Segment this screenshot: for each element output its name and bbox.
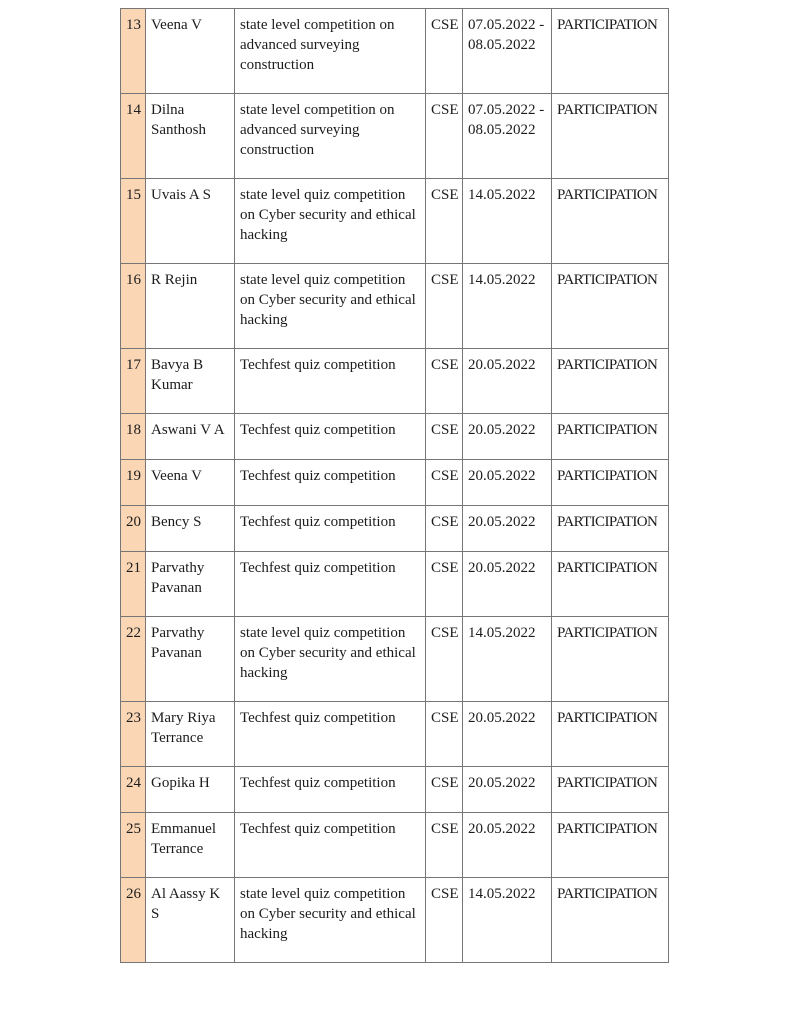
table-row — [121, 878, 669, 963]
row-number-cell: 13 — [121, 9, 146, 94]
table-row — [121, 179, 669, 264]
department-cell: CSE — [426, 349, 463, 414]
department-cell: CSE — [426, 9, 463, 94]
award-cell: PARTICIPATION — [552, 179, 669, 264]
award-cell: PARTICIPATION — [552, 552, 669, 617]
event-cell: state level competition on advanced surveying construction — [235, 9, 426, 94]
event-cell: state level quiz competition on Cyber security and ethical hacking — [235, 264, 426, 349]
date-cell: 14.05.2022 — [463, 179, 552, 264]
student-name-cell: Dilna Santhosh — [146, 94, 235, 179]
student-name-cell: Parvathy Pavanan — [146, 552, 235, 617]
department-cell: CSE — [426, 813, 463, 878]
date-cell: 07.05.2022 - 08.05.2022 — [463, 9, 552, 94]
student-name-cell: Aswani V A — [146, 414, 235, 460]
student-name-cell: Parvathy Pavanan — [146, 617, 235, 702]
row-number-cell: 17 — [121, 349, 146, 414]
table-row — [121, 94, 669, 179]
student-name-cell: R Rejin — [146, 264, 235, 349]
student-name-cell: Bavya B Kumar — [146, 349, 235, 414]
date-cell: 14.05.2022 — [463, 878, 552, 963]
award-cell: PARTICIPATION — [552, 414, 669, 460]
table-row — [121, 349, 669, 414]
table-row — [121, 264, 669, 349]
participation-records-table — [120, 8, 669, 963]
date-cell: 14.05.2022 — [463, 617, 552, 702]
event-cell: Techfest quiz competition — [235, 460, 426, 506]
row-number-cell: 21 — [121, 552, 146, 617]
date-cell: 20.05.2022 — [463, 506, 552, 552]
row-number-cell: 19 — [121, 460, 146, 506]
table-row — [121, 552, 669, 617]
award-cell: PARTICIPATION — [552, 264, 669, 349]
row-number-cell: 14 — [121, 94, 146, 179]
event-cell: Techfest quiz competition — [235, 506, 426, 552]
department-cell: CSE — [426, 702, 463, 767]
award-cell: PARTICIPATION — [552, 767, 669, 813]
table-row — [121, 813, 669, 878]
department-cell: CSE — [426, 506, 463, 552]
table-body — [121, 9, 669, 963]
student-name-cell: Gopika H — [146, 767, 235, 813]
department-cell: CSE — [426, 94, 463, 179]
event-cell: state level quiz competition on Cyber security and ethical hacking — [235, 878, 426, 963]
event-cell: state level quiz competition on Cyber security and ethical hacking — [235, 179, 426, 264]
table-row — [121, 617, 669, 702]
award-cell: PARTICIPATION — [552, 506, 669, 552]
event-cell: Techfest quiz competition — [235, 702, 426, 767]
row-number-cell: 16 — [121, 264, 146, 349]
department-cell: CSE — [426, 878, 463, 963]
event-cell: Techfest quiz competition — [235, 813, 426, 878]
table-row — [121, 702, 669, 767]
department-cell: CSE — [426, 460, 463, 506]
award-cell: PARTICIPATION — [552, 460, 669, 506]
date-cell: 20.05.2022 — [463, 813, 552, 878]
student-name-cell: Emmanuel Terrance — [146, 813, 235, 878]
row-number-cell: 15 — [121, 179, 146, 264]
award-cell: PARTICIPATION — [552, 349, 669, 414]
row-number-cell: 23 — [121, 702, 146, 767]
department-cell: CSE — [426, 414, 463, 460]
award-cell: PARTICIPATION — [552, 878, 669, 963]
event-cell: Techfest quiz competition — [235, 767, 426, 813]
table-row — [121, 460, 669, 506]
row-number-cell: 26 — [121, 878, 146, 963]
student-name-cell: Uvais A S — [146, 179, 235, 264]
department-cell: CSE — [426, 767, 463, 813]
date-cell: 20.05.2022 — [463, 552, 552, 617]
table-row — [121, 767, 669, 813]
award-cell: PARTICIPATION — [552, 702, 669, 767]
student-name-cell: Al Aassy K S — [146, 878, 235, 963]
department-cell: CSE — [426, 179, 463, 264]
date-cell: 20.05.2022 — [463, 767, 552, 813]
date-cell: 20.05.2022 — [463, 349, 552, 414]
row-number-cell: 25 — [121, 813, 146, 878]
row-number-cell: 20 — [121, 506, 146, 552]
event-cell: state level competition on advanced surveying construction — [235, 94, 426, 179]
student-name-cell: Veena V — [146, 460, 235, 506]
event-cell: state level quiz competition on Cyber security and ethical hacking — [235, 617, 426, 702]
date-cell: 14.05.2022 — [463, 264, 552, 349]
award-cell: PARTICIPATION — [552, 94, 669, 179]
event-cell: Techfest quiz competition — [235, 349, 426, 414]
row-number-cell: 18 — [121, 414, 146, 460]
date-cell: 20.05.2022 — [463, 460, 552, 506]
row-number-cell: 22 — [121, 617, 146, 702]
award-cell: PARTICIPATION — [552, 9, 669, 94]
department-cell: CSE — [426, 617, 463, 702]
table-row — [121, 414, 669, 460]
award-cell: PARTICIPATION — [552, 617, 669, 702]
date-cell: 07.05.2022 - 08.05.2022 — [463, 94, 552, 179]
date-cell: 20.05.2022 — [463, 414, 552, 460]
department-cell: CSE — [426, 264, 463, 349]
row-number-cell: 24 — [121, 767, 146, 813]
student-name-cell: Bency S — [146, 506, 235, 552]
event-cell: Techfest quiz competition — [235, 414, 426, 460]
student-name-cell: Veena V — [146, 9, 235, 94]
table-row — [121, 9, 669, 94]
table-row — [121, 506, 669, 552]
department-cell: CSE — [426, 552, 463, 617]
award-cell: PARTICIPATION — [552, 813, 669, 878]
date-cell: 20.05.2022 — [463, 702, 552, 767]
event-cell: Techfest quiz competition — [235, 552, 426, 617]
student-name-cell: Mary Riya Terrance — [146, 702, 235, 767]
